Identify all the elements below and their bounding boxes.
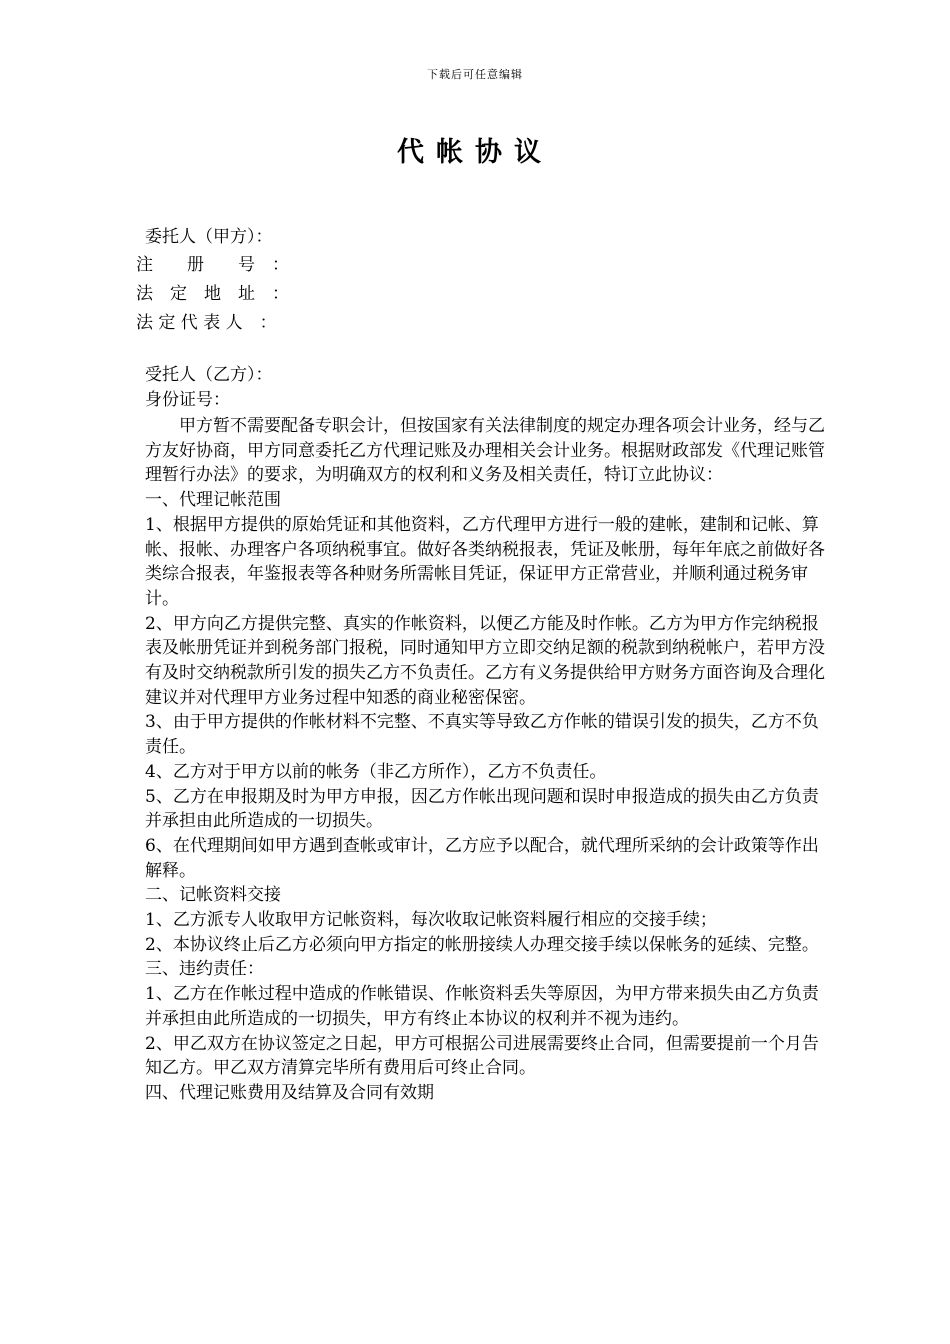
section-heading: 二、记帐资料交接 xyxy=(145,885,281,906)
clause: 2、本协议终止后乙方必须向甲方指定的帐册接续人办理交接手续以保帐务的延续、完整。 xyxy=(145,934,819,955)
party-b-trustee-label: 受托人（乙方）： xyxy=(145,365,273,385)
clause: 2、甲乙双方在协议签定之日起，甲方可根据公司进展需要终止合同，但需要提前一个月告知乙方。甲乙双方清算完毕所有费用后可终止合同。 xyxy=(145,1033,819,1079)
party-b-id-label: 身份证号： xyxy=(145,390,230,410)
party-a-client-label: 委托人（甲方）： xyxy=(145,227,273,247)
agreement-body xyxy=(145,414,825,1106)
clause: 4、乙方对于甲方以前的帐务（非乙方所作），乙方不负责任。 xyxy=(145,761,607,782)
section-heading: 四、代理记账费用及结算及合同有效期 xyxy=(145,1082,434,1103)
clause: 6、在代理期间如甲方遇到查帐或审计，乙方应予以配合，就代理所采纳的会计政策等作出解释。 xyxy=(145,835,819,881)
party-a-address-label: 法 定 地 址 ： xyxy=(136,284,289,304)
header-note: 下载后可任意编辑 xyxy=(427,68,523,81)
clause: 1、根据甲方提供的原始凭证和其他资料，乙方代理甲方进行一般的建帐，建制和记帐、算帐、报帐、办理客户各项纳税事宜。做好各类纳税报表，凭证及帐册，每年年底之前做好各类综合报表，年鉴报表等各种财务所需帐目凭证，保证甲方正常营业，并顺利通过税务审计。 xyxy=(145,514,825,609)
clause: 3、由于甲方提供的作帐材料不完整、不真实等导致乙方作帐的错误引发的损失，乙方不负责任。 xyxy=(145,712,819,758)
clause: 5、乙方在申报期及时为甲方申报，因乙方作帐出现问题和误时申报造成的损失由乙方负责并承担由此所造成的一切损失。 xyxy=(145,786,819,832)
clause: 1、乙方在作帐过程中造成的作帐错误、作帐资料丢失等原因，为甲方带来损失由乙方负责并承担由此所造成的一切损失，甲方有终止本协议的权利并不视为违约。 xyxy=(145,984,819,1029)
section-heading: 三、违约责任： xyxy=(145,959,264,980)
party-a-reg-no-label: 注 册 号 ： xyxy=(136,255,289,275)
party-a-legal-rep-label: 法 定 代 表 人 ： xyxy=(136,313,277,333)
section-heading: 一、代理记帐范围 xyxy=(145,490,281,511)
intro-paragraph: 甲方暂不需要配备专职会计，但按国家有关法律制度的规定办理各项会计业务，经与乙方友好协商，甲方同意委托乙方代理记账及办理相关会计业务。根据财政部发《代理记账管理暂行办法》的要求，为明确双方的权利和义务及相关责任，特订立此协议： xyxy=(145,416,825,486)
clause: 2、甲方向乙方提供完整、真实的作帐资料，以便乙方能及时作帐。乙方为甲方作完纳税报表及帐册凭证并到税务部门报税，同时通知甲方立即交纳足额的税款到纳税帐户，若甲方没有及时交纳税款所引发的损失乙方不负责任。乙方有义务提供给甲方财务方面咨询及合理化建议并对代理甲方业务过程中知悉的商业秘密保密。 xyxy=(145,613,825,708)
document-title: 代帐协议 xyxy=(397,137,553,168)
clause: 1、乙方派专人收取甲方记帐资料，每次收取记帐资料履行相应的交接手续； xyxy=(145,910,717,931)
